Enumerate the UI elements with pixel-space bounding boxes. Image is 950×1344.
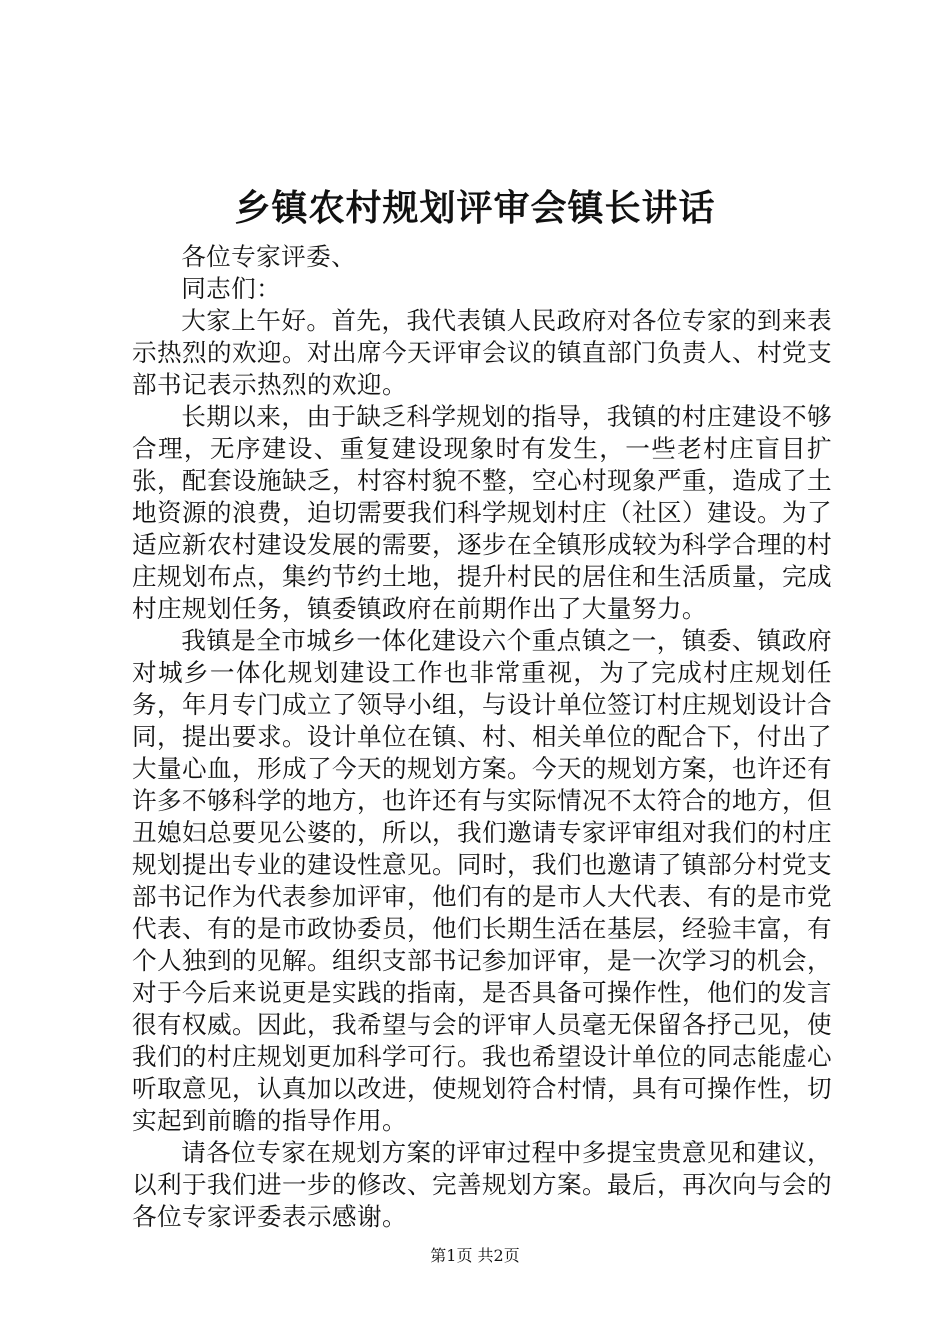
salutation-line: 各位专家评委、 bbox=[181, 242, 357, 271]
body-paragraph: 大家上午好。首先，我代表镇人民政府对各位专家的到来表示热烈的欢迎。对出席今天评审会议的镇直部门负责人、村党支部书记表示热烈的欢迎。 bbox=[132, 306, 832, 399]
page-number-footer: 第1页 共2页 bbox=[430, 1246, 520, 1265]
body-paragraph: 我镇是全市城乡一体化建设六个重点镇之一，镇委、镇政府对城乡一体化规划建设工作也非常重视，为了完成村庄规划任务，年月专门成立了领导小组，与设计单位签订村庄规划设计合同，提出要求。设计单位在镇、村、相关单位的配合下，付出了大量心血，形成了今天的规划方案。今天的规划方案，也许还有许多不够科学的地方，也许还有与实际情况不太符合的地方，但丑媳妇总要见公婆的，所以，我们邀请专家评审组对我们的村庄规划提出专业的建设性意见。同时，我们也邀请了镇部分村党支部书记作为代表参加评审，他们有的是市人大代表、有的是市党代表、有的是市政协委员，他们长期生活在基层，经验丰富，有个人独到的见解。组织支部书记参加评审，是一次学习的机会，对于今后来说更是实践的指南，是否具备可操作性，他们的发言很有权威。因此，我希望与会的评审人员毫无保留各抒己见，使我们的村庄规划更加科学可行。我也希望设计单位的同志能虚心听取意见，认真加以改进，使规划符合村情，具有可操作性，切实起到前瞻的指导作用。 bbox=[132, 626, 832, 1135]
body-paragraph: 请各位专家在规划方案的评审过程中多提宝贵意见和建议，以利于我们进一步的修改、完善规划方案。最后，再次向与会的各位专家评委表示感谢。 bbox=[132, 1138, 832, 1231]
body-paragraph: 长期以来，由于缺乏科学规划的指导，我镇的村庄建设不够合理，无序建设、重复建设现象时有发生，一些老村庄盲目扩张，配套设施缺乏，村容村貌不整，空心村现象严重，造成了土地资源的浪费，迫切需要我们科学规划村庄（社区）建设。为了适应新农村建设发展的需要，逐步在全镇形成较为科学合理的村庄规划布点，集约节约土地，提升村民的居住和生活质量，完成村庄规划任务，镇委镇政府在前期作出了大量努力。 bbox=[132, 402, 832, 623]
document-title: 乡镇农村规划评审会镇长讲话 bbox=[234, 187, 716, 229]
document-body bbox=[132, 241, 832, 1233]
salutation-line: 同志们： bbox=[181, 274, 282, 303]
